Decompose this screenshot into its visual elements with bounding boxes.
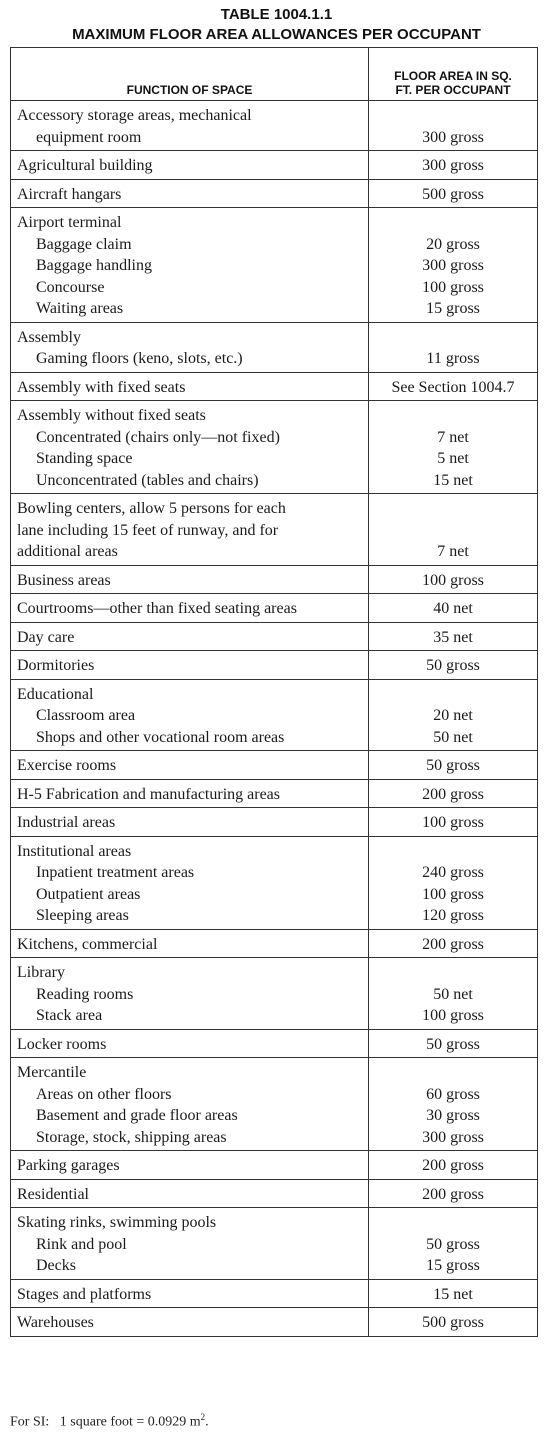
column-header-area-line1: FLOOR AREA IN SQ.	[394, 69, 512, 83]
table-title: MAXIMUM FLOOR AREA ALLOWANCES PER OCCUPANT	[72, 26, 481, 43]
function-sublabel: Standing space	[36, 450, 133, 467]
function-cell	[11, 836, 369, 929]
function-label: Dormitories	[17, 657, 95, 674]
function-label: Educational	[17, 685, 94, 703]
function-cell	[11, 622, 369, 651]
function-sublabel: Sleeping areas	[36, 907, 129, 924]
table-row	[11, 622, 538, 651]
function-cell	[11, 679, 369, 751]
table-row	[11, 779, 538, 808]
function-cell	[11, 322, 369, 372]
table-row	[11, 929, 538, 958]
area-cell	[369, 594, 538, 623]
area-value: 50 gross	[426, 1035, 480, 1053]
function-cell	[11, 1179, 369, 1208]
area-cell	[369, 1179, 538, 1208]
table-row	[11, 401, 538, 494]
function-cell	[11, 494, 369, 566]
function-label: Warehouses	[17, 1314, 94, 1331]
area-cell	[369, 958, 538, 1030]
function-sublabel: Decks	[36, 1257, 76, 1274]
function-sublabel: Rink and pool	[36, 1235, 127, 1253]
table-row	[11, 594, 538, 623]
function-label: Residential	[17, 1185, 89, 1203]
area-value: 20 gross	[426, 235, 480, 253]
area-cell	[369, 929, 538, 958]
function-label: Exercise rooms	[17, 757, 117, 774]
area-cell	[369, 1308, 538, 1337]
function-label: H-5 Fabrication and manufacturing areas	[17, 785, 281, 803]
table-row	[11, 208, 538, 323]
function-label: Airport terminal	[17, 214, 122, 231]
function-label: Day care	[17, 628, 75, 646]
table-row	[11, 1208, 538, 1280]
function-label: Kitchens, commercial	[17, 935, 158, 953]
column-header-function	[11, 48, 369, 101]
area-value: 300 gross	[422, 257, 484, 274]
function-cell	[11, 372, 369, 401]
area-value: 50 net	[433, 728, 473, 746]
area-value: 500 gross	[422, 1314, 484, 1331]
table-row	[11, 836, 538, 929]
function-cell	[11, 1279, 369, 1308]
area-value: 240 gross	[422, 864, 484, 881]
footnote-text: 1 square foot = 0.0929 m	[59, 1414, 201, 1430]
function-sublabel: lane including 15 feet of runway, and for	[17, 521, 279, 539]
area-value: 15 net	[433, 1285, 473, 1303]
area-cell	[369, 1151, 538, 1180]
function-sublabel: Stack area	[36, 1007, 103, 1024]
area-value: 300 gross	[422, 1128, 484, 1146]
function-cell	[11, 401, 369, 494]
function-label: Assembly	[17, 328, 81, 346]
function-label: Aircraft hangars	[17, 185, 122, 203]
function-cell	[11, 1151, 369, 1180]
area-cell	[369, 751, 538, 780]
function-sublabel: Inpatient treatment areas	[36, 864, 195, 881]
area-value: 300 gross	[422, 157, 484, 174]
area-value: 11 gross	[426, 350, 480, 367]
area-cell	[369, 1029, 538, 1058]
area-value: 100 gross	[422, 814, 484, 831]
function-label: Library	[17, 964, 65, 981]
area-value: 200 gross	[422, 785, 484, 803]
area-cell	[369, 401, 538, 494]
table-row	[11, 1058, 538, 1151]
area-cell	[369, 679, 538, 751]
table-row	[11, 565, 538, 594]
area-value: 50 net	[433, 985, 473, 1003]
table-row	[11, 1151, 538, 1180]
function-cell	[11, 651, 369, 680]
footnote-prefix: For SI:	[10, 1414, 50, 1430]
function-label: Industrial areas	[17, 814, 116, 831]
area-value: 100 gross	[422, 571, 484, 589]
function-cell	[11, 594, 369, 623]
area-cell	[369, 1058, 538, 1151]
area-value: 50 gross	[426, 657, 480, 674]
function-cell	[11, 808, 369, 837]
function-label: Parking garages	[17, 1157, 120, 1174]
function-sublabel: Baggage claim	[36, 235, 132, 253]
area-cell	[369, 622, 538, 651]
function-label: Locker rooms	[17, 1035, 107, 1053]
area-value: 30 gross	[426, 1107, 480, 1124]
area-value: 50 gross	[426, 1235, 480, 1253]
function-label: Business areas	[17, 571, 111, 589]
function-label: Skating rinks, swimming pools	[17, 1214, 217, 1231]
area-cell	[369, 494, 538, 566]
function-label: Bowling centers, allow 5 persons for each	[17, 500, 286, 517]
area-cell	[369, 208, 538, 323]
table-row	[11, 179, 538, 208]
column-header-area-line2: FT. PER OCCUPANT	[395, 83, 511, 97]
area-value: See Section 1004.7	[391, 378, 515, 396]
area-cell	[369, 651, 538, 680]
function-sublabel: Baggage handling	[36, 257, 152, 274]
area-cell	[369, 322, 538, 372]
function-cell	[11, 1308, 369, 1337]
function-sublabel: Concentrated (chairs only—not fixed)	[36, 428, 280, 446]
area-value: 40 net	[433, 600, 473, 617]
function-label: Mercantile	[17, 1064, 87, 1081]
area-value: 20 net	[433, 707, 473, 724]
function-label: Accessory storage areas, mechanical	[17, 107, 252, 124]
table-row	[11, 958, 538, 1030]
area-value: 7 net	[437, 543, 469, 560]
function-label: Assembly with fixed seats	[17, 378, 186, 396]
area-value: 500 gross	[422, 185, 484, 203]
area-value: 120 gross	[422, 907, 484, 924]
function-sublabel: Outpatient areas	[36, 885, 141, 903]
table-row	[11, 651, 538, 680]
area-value: 200 gross	[422, 1185, 484, 1203]
table-number: TABLE 1004.1.1	[220, 6, 333, 23]
area-value: 15 gross	[426, 1257, 480, 1274]
occupant-load-table	[10, 47, 538, 1337]
function-sublabel: Shops and other vocational room areas	[36, 728, 285, 746]
area-value: 300 gross	[422, 128, 484, 146]
table-row	[11, 1279, 538, 1308]
function-cell	[11, 958, 369, 1030]
area-cell	[369, 1279, 538, 1308]
function-sublabel: Concourse	[36, 278, 105, 296]
area-value: 15 gross	[426, 300, 480, 317]
function-cell	[11, 779, 369, 808]
area-value: 200 gross	[422, 935, 484, 953]
area-cell	[369, 779, 538, 808]
function-sublabel: Reading rooms	[36, 985, 134, 1003]
function-cell	[11, 1029, 369, 1058]
function-sublabel: equipment room	[36, 128, 142, 146]
area-cell	[369, 565, 538, 594]
footnote-suffix: .	[205, 1414, 209, 1430]
area-value: 100 gross	[422, 1007, 484, 1024]
table-row	[11, 1308, 538, 1337]
table-header-row	[11, 48, 538, 101]
table-row	[11, 494, 538, 566]
area-cell	[369, 372, 538, 401]
function-cell	[11, 751, 369, 780]
table-row	[11, 751, 538, 780]
function-cell	[11, 208, 369, 323]
area-cell	[369, 1208, 538, 1280]
footnote-superscript: 2	[200, 1412, 206, 1422]
table-row	[11, 151, 538, 180]
area-cell	[369, 808, 538, 837]
function-label: Agricultural building	[17, 157, 153, 174]
function-cell	[11, 151, 369, 180]
area-value: 5 net	[437, 450, 469, 467]
function-cell	[11, 1058, 369, 1151]
function-cell	[11, 929, 369, 958]
function-sublabel: additional areas	[17, 543, 118, 560]
function-cell	[11, 101, 369, 151]
table-row	[11, 101, 538, 151]
function-cell	[11, 565, 369, 594]
function-sublabel: Unconcentrated (tables and chairs)	[36, 471, 259, 489]
function-label: Institutional areas	[17, 842, 132, 860]
function-label: Courtrooms—other than fixed seating areas	[17, 600, 297, 617]
area-value: 7 net	[437, 428, 469, 446]
column-header-area	[369, 48, 538, 101]
area-value: 15 net	[433, 471, 473, 489]
function-sublabel: Waiting areas	[36, 300, 124, 317]
footnote	[10, 1408, 209, 1432]
table-row	[11, 1029, 538, 1058]
function-sublabel: Gaming floors (keno, slots, etc.)	[36, 350, 243, 367]
function-sublabel: Storage, stock, shipping areas	[36, 1128, 227, 1146]
function-cell	[11, 1208, 369, 1280]
function-label: Assembly without fixed seats	[17, 407, 206, 424]
area-value: 50 gross	[426, 757, 480, 774]
area-cell	[369, 836, 538, 929]
column-header-function-label: FUNCTION OF SPACE	[126, 83, 253, 97]
function-sublabel: Classroom area	[36, 707, 136, 724]
area-value: 60 gross	[426, 1085, 480, 1103]
area-value: 200 gross	[422, 1157, 484, 1174]
table-row	[11, 679, 538, 751]
area-value: 100 gross	[422, 885, 484, 903]
table-row	[11, 322, 538, 372]
table-body	[11, 101, 538, 1337]
area-cell	[369, 101, 538, 151]
function-label: Stages and platforms	[17, 1285, 152, 1303]
function-sublabel: Areas on other floors	[36, 1085, 172, 1103]
table-row	[11, 372, 538, 401]
table-row	[11, 1179, 538, 1208]
area-value: 35 net	[433, 628, 473, 646]
area-cell	[369, 179, 538, 208]
area-value: 100 gross	[422, 278, 484, 296]
area-cell	[369, 151, 538, 180]
function-cell	[11, 179, 369, 208]
table-row	[11, 808, 538, 837]
function-sublabel: Basement and grade floor areas	[36, 1107, 238, 1124]
